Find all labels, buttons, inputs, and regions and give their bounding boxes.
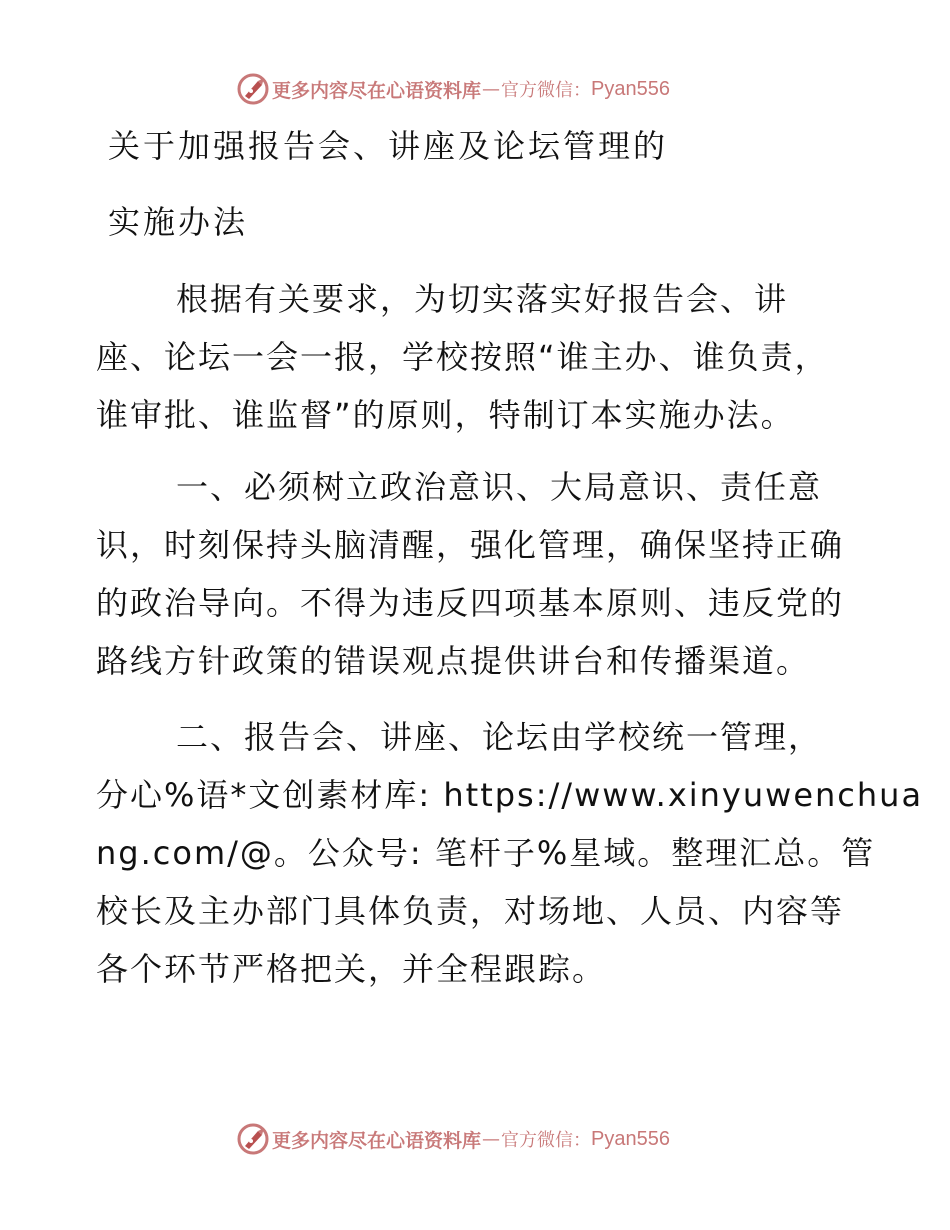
watermark-wechat-id: Pyan556: [591, 1127, 670, 1150]
paragraph-line: 分心%语*文创素材库: https://www.xinyuwenchua: [96, 776, 924, 814]
paragraph-line: 二、报告会、讲座、论坛由学校统一管理，: [176, 718, 823, 756]
paragraph-line: 一、必须树立政治意识、大局意识、责任意: [176, 468, 823, 506]
watermark-brand: 更多内容尽在心语资料库: [272, 79, 482, 102]
paragraph-line: 的政治导向。不得为违反四项基本原则、违反党的: [96, 584, 845, 622]
pen-nib-circle-icon: [236, 1122, 270, 1156]
paragraph-line: 校长及主办部门具体负责，对场地、人员、内容等: [96, 892, 845, 930]
watermark-wechat-id: Pyan556: [591, 77, 670, 100]
header-watermark: [236, 72, 670, 106]
paragraph-line: 根据有关要求，为切实落实好报告会、讲: [176, 280, 789, 318]
paragraph-section-1: [96, 458, 856, 690]
pen-nib-circle-icon: [236, 72, 270, 106]
document-title-line-2: 实施办法: [108, 203, 249, 241]
paragraph-line: 路线方针政策的错误观点提供讲台和传播渠道。: [96, 642, 811, 680]
paragraph-line: 谁审批、谁监督”的原则，特制订本实施办法。: [96, 396, 795, 434]
paragraph-line: 各个环节严格把关，并全程跟踪。: [96, 950, 607, 988]
document-title-line-1: 关于加强报告会、讲座及论坛管理的: [108, 127, 669, 165]
watermark-separator: —: [482, 78, 501, 100]
footer-watermark: [236, 1122, 670, 1156]
watermark-label: 官方微信：: [501, 80, 592, 101]
watermark-label: 官方微信：: [501, 1130, 592, 1151]
watermark-separator: —: [482, 1128, 501, 1150]
paragraph-section-2: [96, 708, 924, 998]
paragraph-line: ng.com/@。公众号: 笔杆子%星域。整理汇总。管: [96, 834, 876, 872]
watermark-brand: 更多内容尽在心语资料库: [272, 1129, 482, 1152]
paragraph-intro: [96, 270, 856, 444]
paragraph-line: 识，时刻保持头脑清醒，强化管理，确保坚持正确: [96, 526, 845, 564]
paragraph-line: 座、论坛一会一报，学校按照“谁主办、谁负责，: [96, 338, 829, 376]
